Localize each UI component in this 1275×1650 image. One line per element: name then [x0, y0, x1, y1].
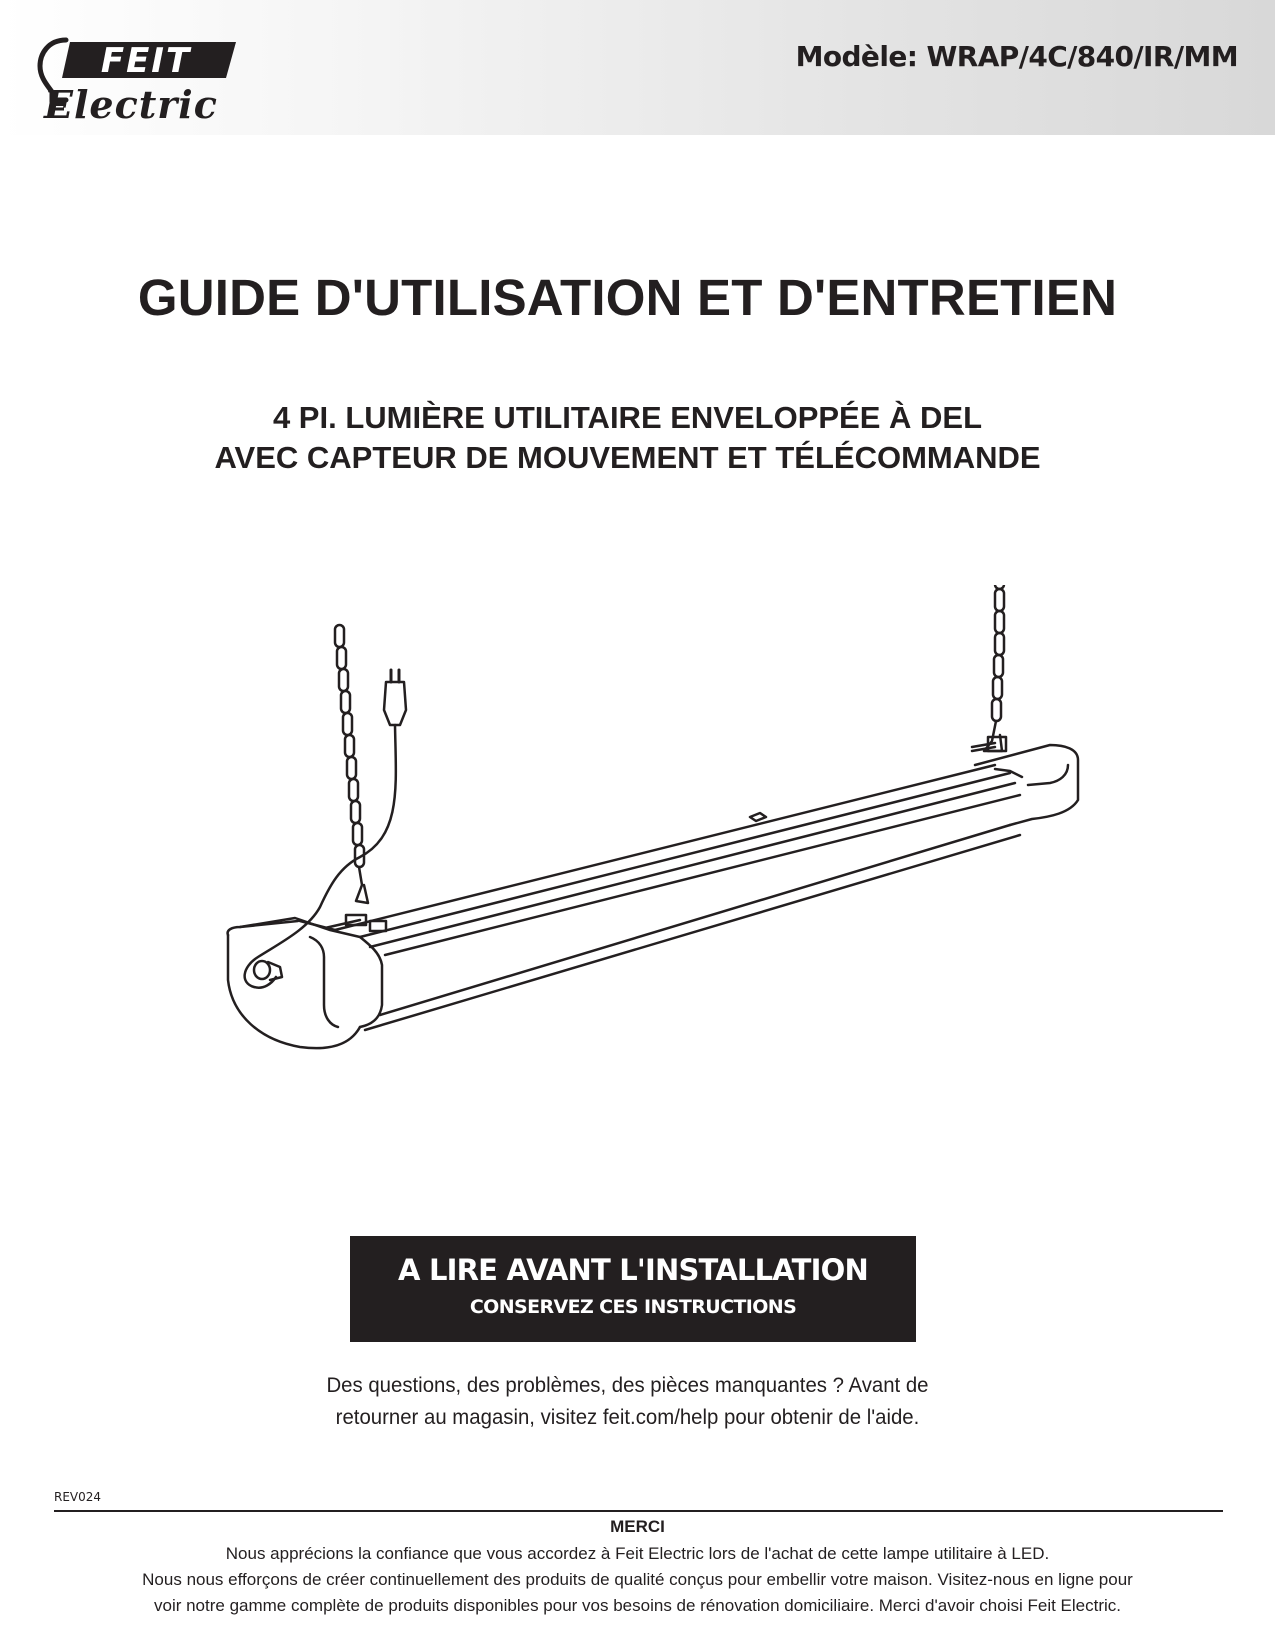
- help-text-line-2: retourner au magasin, visitez feit.com/help pour obtenir de l'aide.: [335, 1406, 920, 1429]
- feit-electric-logo: [36, 28, 256, 123]
- utility-light-fixture-illustration: [220, 585, 1140, 1115]
- right-chain: [984, 585, 1004, 751]
- thanks-line-2: Nous nous efforçons de créer continuellement des produits de qualité conçus pour embellir votre maison. Visitez-nous en ligne pour: [142, 1570, 1133, 1589]
- revision-code: REV024: [54, 1490, 102, 1504]
- notice-sub-text: CONSERVEZ CES INSTRUCTIONS: [469, 1296, 797, 1318]
- model-number: Modèle: WRAP/4C/840/IR/MM: [795, 40, 1238, 73]
- subtitle-line-1: 4 PI. LUMIÈRE UTILITAIRE ENVELOPPÉE À DEL: [272, 400, 983, 435]
- thanks-heading: MERCI: [610, 1517, 665, 1536]
- thanks-line-3: voir notre gamme complète de produits disponibles pour vos besoins de rénovation domiciliaire. Merci d'avoir choisi Feit Electric.: [153, 1596, 1122, 1615]
- thanks-line-1: Nous apprécions la confiance que vous accordez à Feit Electric lors de l'achat de cette lampe utilitaire à LED.: [225, 1544, 1050, 1563]
- read-before-install-banner: [350, 1236, 916, 1342]
- footer-divider: [54, 1510, 1223, 1512]
- svg-text:FEIT: FEIT: [100, 41, 192, 81]
- page-title: GUIDE D'UTILISATION ET D'ENTRETIEN: [137, 269, 1118, 326]
- notice-main-text: A LIRE AVANT L'INSTALLATION: [398, 1253, 868, 1287]
- subtitle-line-2: AVEC CAPTEUR DE MOUVEMENT ET TÉLÉCOMMANDE: [214, 440, 1041, 475]
- svg-text:Electric: Electric: [44, 82, 218, 123]
- help-text-line-1: Des questions, des problèmes, des pièces manquantes ? Avant de: [326, 1374, 929, 1397]
